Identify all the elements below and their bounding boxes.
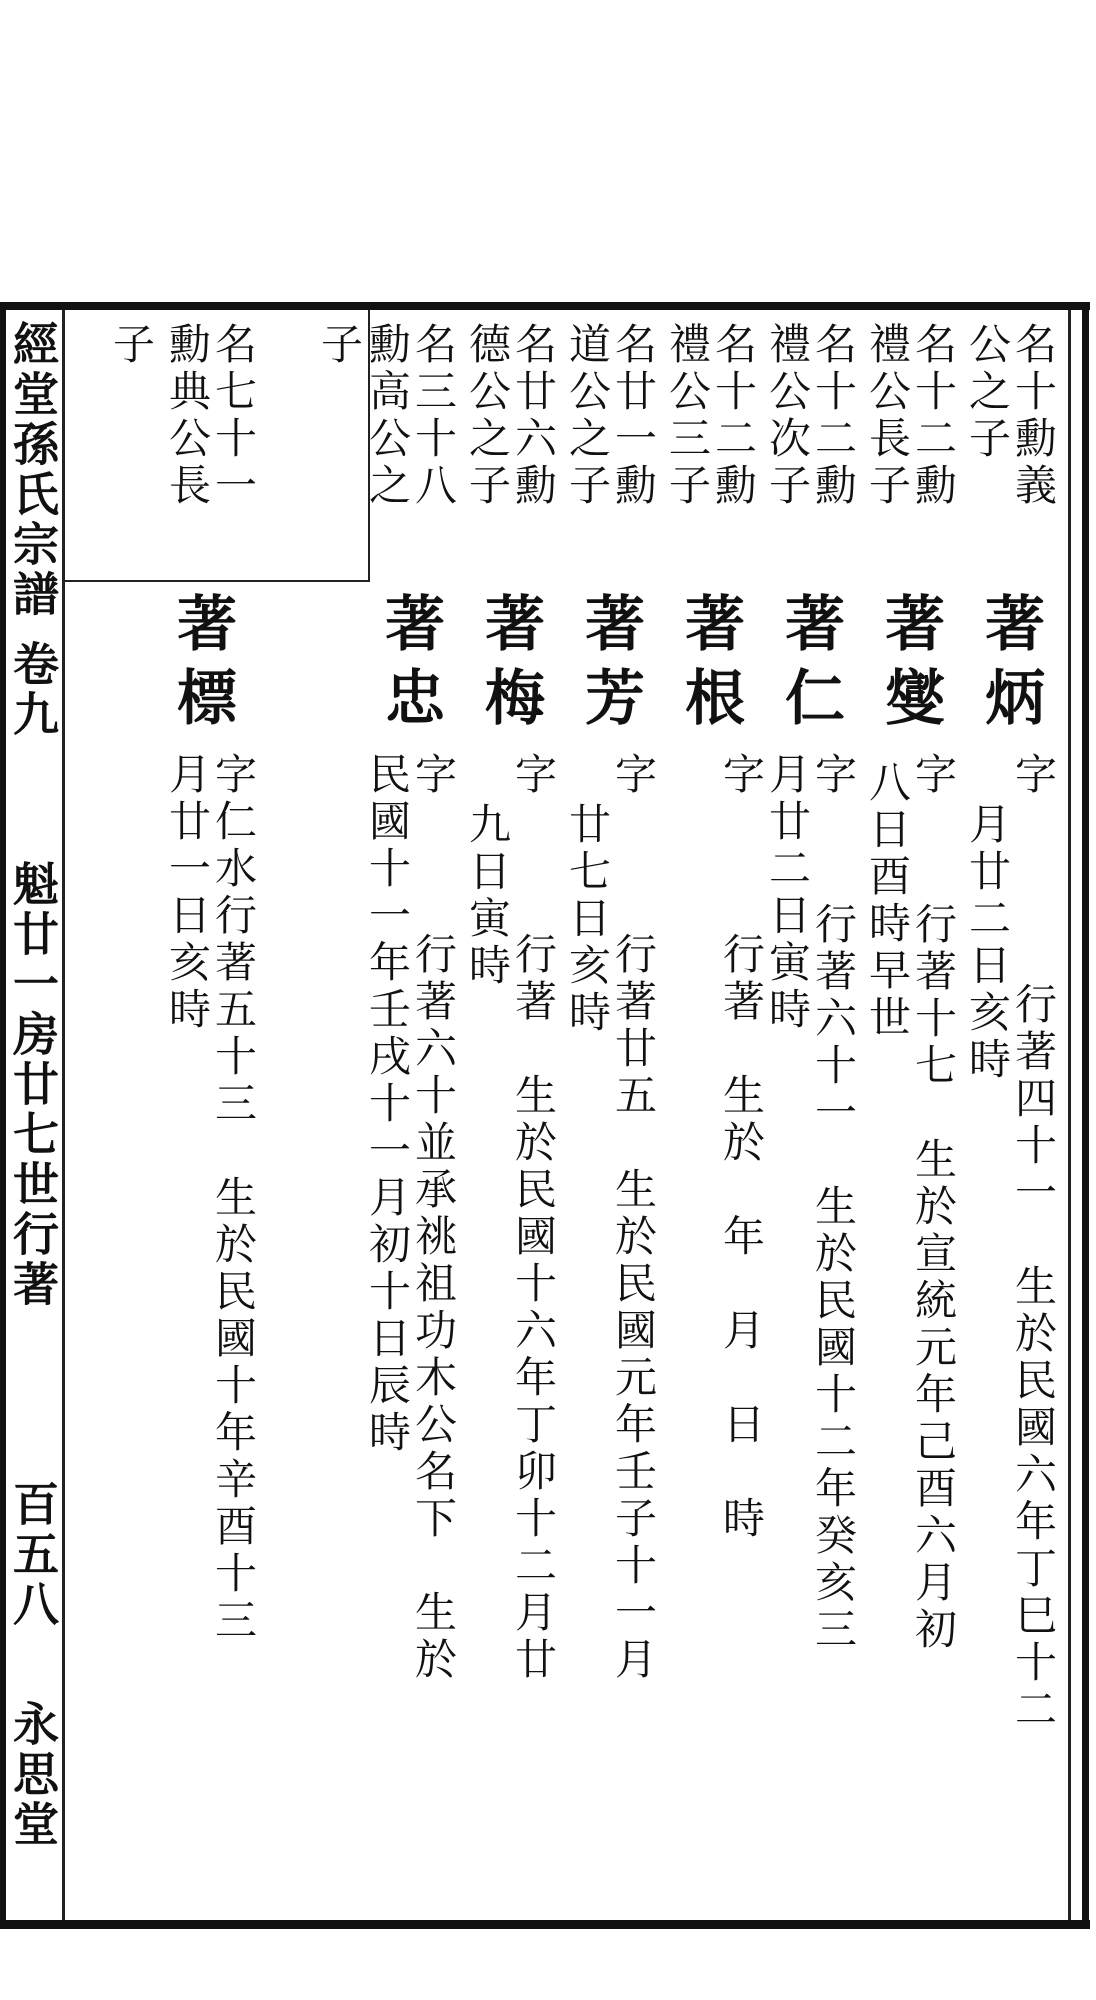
entry-1-note-1: 行著四十一 生於民國六年丁巳十二 bbox=[1009, 982, 1058, 1734]
entry-4-note-1: 行著 生於 年 月 日 時 bbox=[717, 932, 766, 1543]
entry-1-info-2: 公之子 bbox=[963, 322, 1012, 463]
entry-8-name: 著標 bbox=[167, 592, 237, 740]
entry-3-note-2: 月廿二日寅時 bbox=[763, 752, 812, 1034]
entry-6-note-label: 字 bbox=[509, 752, 558, 799]
frame-left-inner-rule bbox=[62, 310, 65, 1920]
branch-label: 魁廿一房廿七世行著 bbox=[6, 860, 60, 1310]
entry-7-note-2: 民國十一年壬戌十一月初十日辰時 bbox=[363, 752, 412, 1457]
entry-8-note-2: 月廿一日亥時 bbox=[163, 752, 212, 1034]
entry-6-info-1: 名廿六勳 bbox=[509, 322, 558, 510]
entry-2-info-2: 禮公長子 bbox=[863, 322, 912, 510]
hall-seal: 永思堂 bbox=[6, 1700, 60, 1850]
page-number: 百五八 bbox=[6, 1480, 60, 1630]
entry-5-info-1: 名廿一勳 bbox=[609, 322, 658, 510]
entry-8-info-2: 勳典公長 bbox=[163, 322, 212, 510]
entry-7-name: 著忠 bbox=[375, 592, 445, 740]
entry-4-name: 著根 bbox=[675, 592, 745, 740]
entry-5-note-label: 字 bbox=[609, 752, 658, 799]
entry-6-note-1: 行著 生於民國十六年丁卯十二月廿 bbox=[509, 932, 558, 1684]
entry-3-note-1: 行著六十一 生於民國十二年癸亥三 bbox=[809, 902, 858, 1654]
entry-5-note-1: 行著廿五 生於民國元年壬子十一月 bbox=[609, 932, 658, 1684]
entry-7-info-3: 子 bbox=[315, 322, 364, 369]
entry-8-info-1: 名七十一 bbox=[209, 322, 258, 510]
entry-8-note-1: 字仁水行著五十三 生於民國十年辛酉十三 bbox=[209, 752, 258, 1645]
entry-1-note-label: 字 bbox=[1009, 752, 1058, 799]
entry-2-info-1: 名十二勳 bbox=[909, 322, 958, 510]
entry-2-note-label: 字 bbox=[909, 752, 958, 799]
entry-1-info-1: 名十勳義 bbox=[1009, 322, 1058, 510]
entry-8-info-3: 子 bbox=[107, 322, 156, 369]
book-title: 經堂孫氏宗譜 bbox=[6, 320, 60, 620]
entry-5-name: 著芳 bbox=[575, 592, 645, 740]
frame-right-inner-rule bbox=[1068, 310, 1071, 1920]
entry-1-note-2: 月廿二日亥時 bbox=[963, 802, 1012, 1084]
entry-1-name: 著炳 bbox=[975, 592, 1045, 740]
entry-3-info-1: 名十二勳 bbox=[809, 322, 858, 510]
entry-6-info-2: 德公之子 bbox=[463, 322, 512, 510]
frame-right-rule bbox=[1082, 302, 1089, 1929]
entry-6-name: 著梅 bbox=[475, 592, 545, 740]
entry-4-info-1: 名十二勳 bbox=[709, 322, 758, 510]
entry-3-note-label: 字 bbox=[809, 752, 858, 799]
volume-label: 卷九 bbox=[6, 640, 60, 740]
entry-5-info-2: 道公之子 bbox=[563, 322, 612, 510]
entry-5-note-2: 廿七日亥時 bbox=[563, 802, 612, 1037]
frame-bottom-rule bbox=[0, 1920, 1090, 1929]
entry-7-note-1: 行著六十並承祧祖功木公名下 生於 bbox=[409, 932, 458, 1684]
register-box-bottom-rule bbox=[62, 580, 368, 582]
entry-2-name: 著燮 bbox=[875, 592, 945, 740]
entry-3-info-2: 禮公次子 bbox=[763, 322, 812, 510]
entry-3-name: 著仁 bbox=[775, 592, 845, 740]
entry-7-note-label: 字 bbox=[409, 752, 458, 799]
entry-4-note-label: 字 bbox=[717, 752, 766, 799]
entry-6-note-2: 九日寅時 bbox=[463, 802, 512, 990]
entry-7-info-1: 名三十八 bbox=[409, 322, 458, 510]
entry-2-note-1: 行著十七 生於宣統元年己酉六月初 bbox=[909, 902, 958, 1654]
entry-4-info-2: 禮公三子 bbox=[663, 322, 712, 510]
entry-2-note-2: 八日酉時早世 bbox=[863, 760, 912, 1042]
frame-top-rule bbox=[0, 302, 1090, 310]
entry-7-info-2: 勳高公之 bbox=[363, 322, 412, 510]
